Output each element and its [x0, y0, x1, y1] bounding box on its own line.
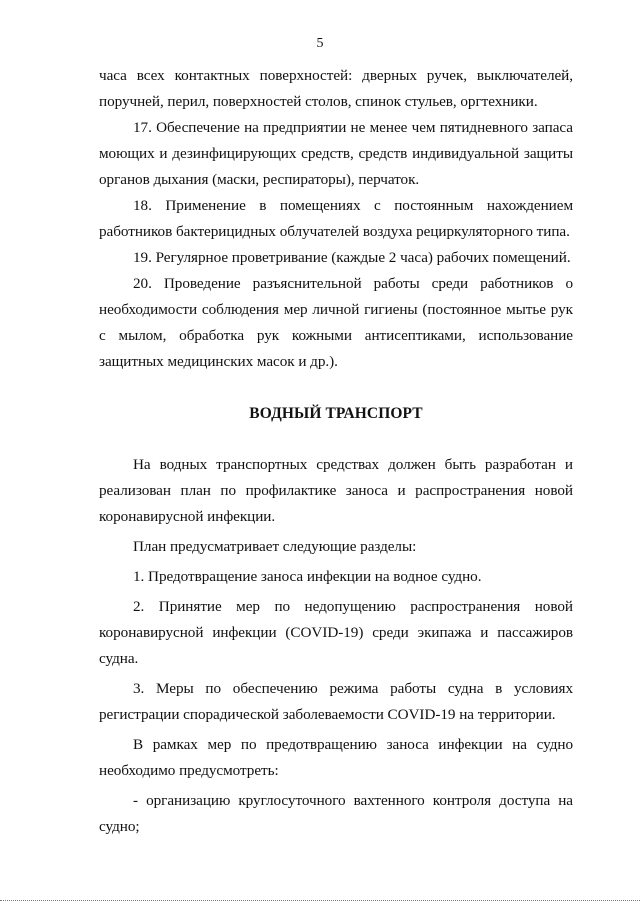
paragraph-plan-sections: План предусматривает следующие разделы: — [133, 538, 417, 555]
paragraph-section-2: 2. Принятие мер по недопущению распространения новой коронавирусной инфекции (COVID-19) среди экипажа и пассажиров судна. — [99, 598, 573, 667]
paragraph-item-18: 18. Применение в помещениях с постоянным нахождением работников бактерицидных облучателей воздуха рециркуляторного типа. — [99, 197, 573, 240]
page-body — [99, 63, 573, 840]
paragraph-item-19: 19. Регулярное проветривание (каждые 2 часа) рабочих помещений. — [133, 249, 571, 266]
paragraph-item-17: 17. Обеспечение на предприятии не менее чем пятидневного запаса моющих и дезинфицирующих средств, средств индивидуальной защиты органов дыхания (маски, респираторы), перчаток. — [99, 119, 573, 188]
paragraph-measures-intro: В рамках мер по предотвращению заноса инфекции на судно необходимо предусмотреть: — [99, 736, 573, 779]
page-number: 5 — [316, 36, 324, 51]
paragraph-bullet-watch-control: - организацию круглосуточного вахтенного контроля доступа на судно; — [99, 792, 573, 835]
paragraph-section-3: 3. Меры по обеспечению режима работы судна в условиях регистрации спорадической заболеваемости COVID-19 на территории. — [99, 680, 573, 723]
paragraph-item-20: 20. Проведение разъяснительной работы среди работников о необходимости соблюдения мер личной гигиены (постоянное мытье рук с мылом, обработка рук кожными антисептиками, использование защитных медицинских масок и др.). — [99, 275, 573, 370]
paragraph-section-1: 1. Предотвращение заноса инфекции на водное судно. — [133, 568, 482, 585]
section-heading: ВОДНЫЙ ТРАНСПОРТ — [249, 405, 423, 422]
paragraph-continuation: часа всех контактных поверхностей: дверных ручек, выключателей, поручней, перил, поверхностей столов, спинок стульев, оргтехники. — [99, 67, 573, 110]
paragraph-plan-intro: На водных транспортных средствах должен быть разработан и реализован план по профилактике заноса и распространения новой коронавирусной инфекции. — [99, 456, 573, 525]
bottom-rule — [0, 900, 640, 901]
